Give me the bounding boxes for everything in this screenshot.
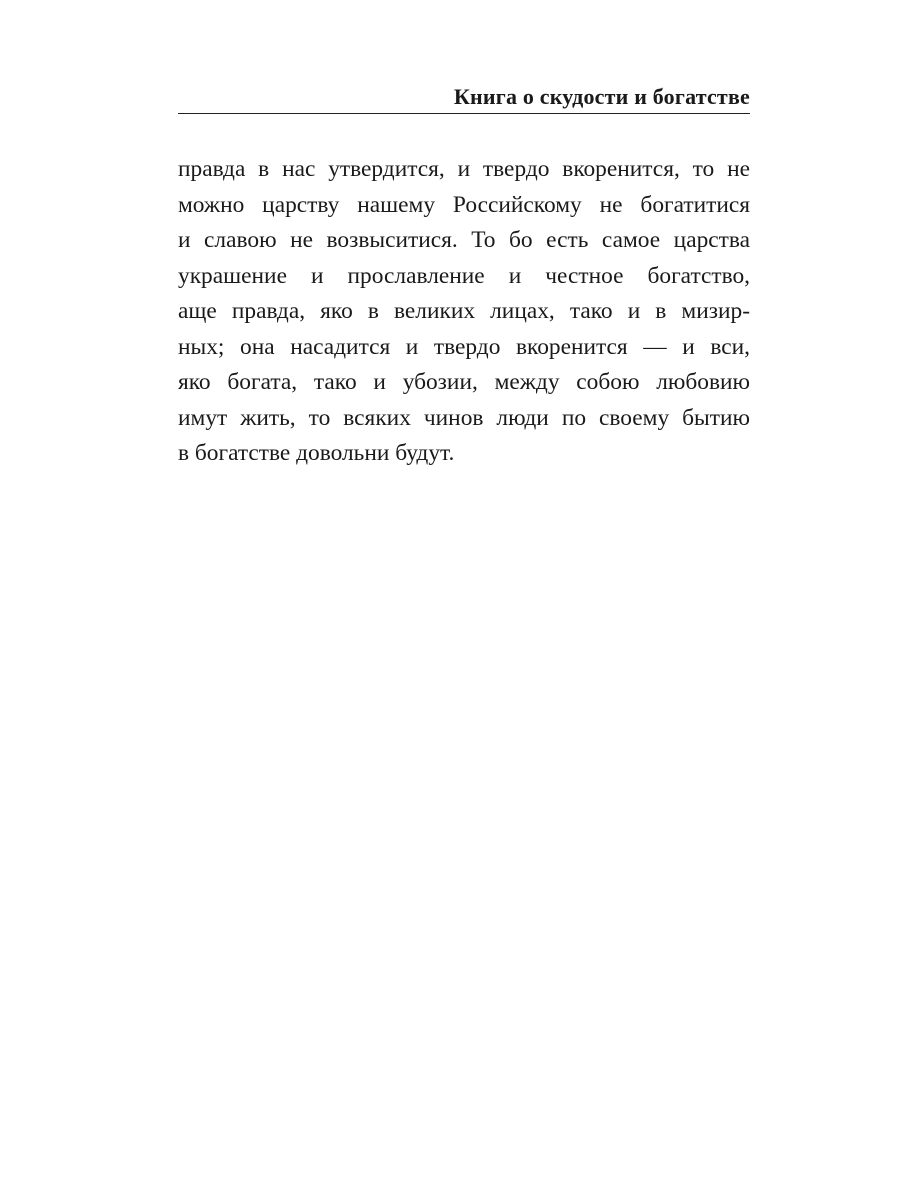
text-line: правда в нас утвердится, и твердо вкоренится, то не <box>178 156 750 182</box>
text-line: ных; она насадится и твердо вкоренится — и вси, <box>178 333 750 360</box>
running-head <box>178 82 750 114</box>
text-line: имут жить, то всяких чинов люди по своему бытию <box>178 404 750 431</box>
text-line: и славою не возвыситися. То бо есть самое царства <box>178 227 750 253</box>
text-line: можно царству нашему Российскому не богатитися <box>178 191 750 218</box>
text-line: украшение и прославление и честное богатство, <box>178 262 750 289</box>
text-line: яко богата, тако и убозии, между собою любовию <box>178 369 750 395</box>
running-head-title: Книга о скудости и богатстве <box>453 84 750 109</box>
text-line: аще правда, яко в великих лицах, тако и в мизир- <box>178 298 750 324</box>
text-line-last: в богатстве довольни будут. <box>178 440 455 466</box>
body-text <box>178 152 750 472</box>
